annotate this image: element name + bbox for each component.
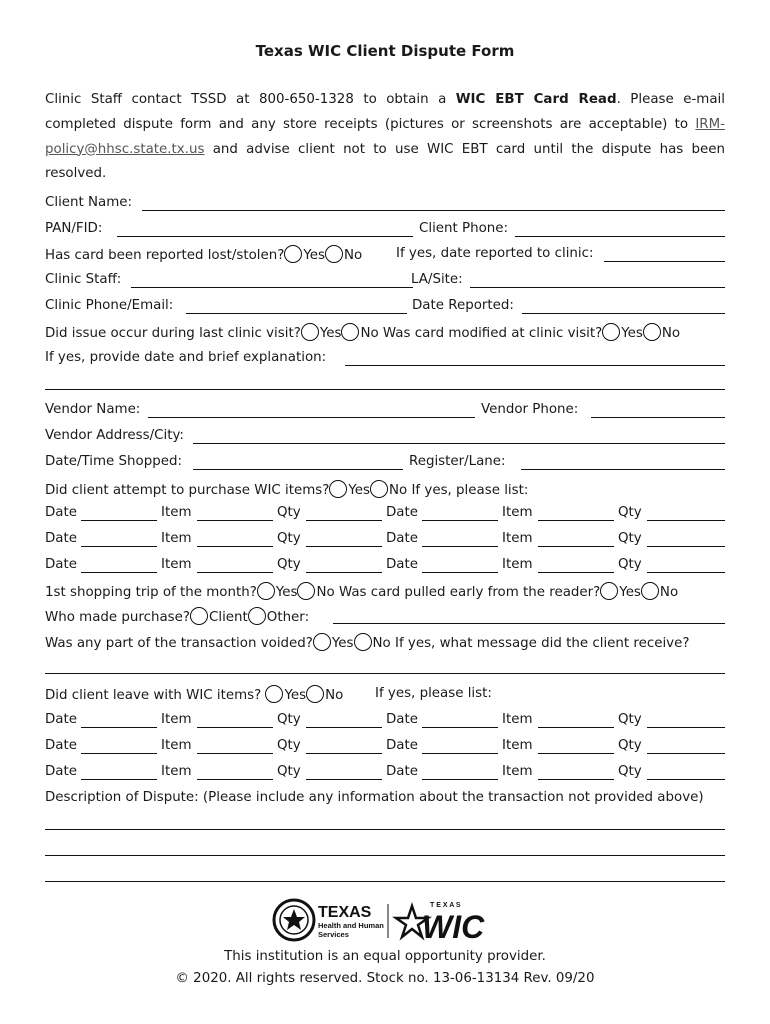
leave-yes-radio[interactable] xyxy=(265,685,283,703)
first-trip-questions xyxy=(45,582,678,602)
description-line-2[interactable] xyxy=(45,855,725,856)
email-link[interactable]: IRM-policy@hhsc.state.tx.us xyxy=(45,116,725,157)
date-reported-clinic-label: If yes, date reported to clinic: xyxy=(396,246,594,261)
voided-no-radio[interactable] xyxy=(354,633,372,651)
clinic-staff-field[interactable] xyxy=(131,287,413,288)
logos xyxy=(272,896,502,944)
attempt-purchase-question xyxy=(45,480,528,500)
date-field[interactable] xyxy=(81,520,157,521)
pulled-early-no-radio[interactable] xyxy=(641,582,659,600)
item-row xyxy=(45,556,725,576)
item-row xyxy=(45,504,725,524)
date-field[interactable] xyxy=(81,779,157,780)
instructions xyxy=(45,88,725,187)
item-label: Item xyxy=(502,764,533,779)
no-label: No xyxy=(325,688,344,703)
vendor-address-row xyxy=(45,427,725,447)
no-label: No xyxy=(659,585,679,600)
lost-stolen-row xyxy=(45,245,725,265)
date-field[interactable] xyxy=(81,546,157,547)
if-yes-list-2-label: If yes, please list: xyxy=(375,686,492,701)
intro-text: and advise client not to use WIC EBT card until the dispute has been resolved. xyxy=(45,141,725,182)
no-label: No xyxy=(661,326,681,341)
date-label: Date xyxy=(45,764,78,779)
vendor-row xyxy=(45,401,725,421)
date-label: Date xyxy=(45,505,78,520)
other-label: Other: xyxy=(266,610,310,625)
footer-equal-opportunity: This institution is an equal opportunity provider. xyxy=(224,949,546,964)
qty-field[interactable] xyxy=(306,546,382,547)
vendor-phone-field[interactable] xyxy=(591,417,725,418)
qty-label: Qty xyxy=(277,557,301,572)
item-row xyxy=(45,737,725,757)
lost-stolen-no-radio[interactable] xyxy=(325,245,343,263)
description-line-3[interactable] xyxy=(45,881,725,882)
explanation-row xyxy=(45,349,725,369)
date-field[interactable] xyxy=(422,779,498,780)
date-label: Date xyxy=(45,557,78,572)
item-field[interactable] xyxy=(197,520,273,521)
lost-stolen-yes-radio[interactable] xyxy=(284,245,302,263)
leave-wic-row xyxy=(45,685,725,705)
item-label: Item xyxy=(161,712,192,727)
date-label: Date xyxy=(386,531,419,546)
la-site-label: LA/Site: xyxy=(411,272,463,287)
item-field[interactable] xyxy=(197,546,273,547)
client-radio[interactable] xyxy=(190,607,208,625)
date-field[interactable] xyxy=(422,727,498,728)
modified-yes-radio[interactable] xyxy=(602,323,620,341)
pan-fid-label: PAN/FID: xyxy=(45,221,103,236)
last-visit-no-radio[interactable] xyxy=(341,323,359,341)
last-visit-label: Did issue occur during last clinic visit? xyxy=(45,326,301,341)
la-site-field[interactable] xyxy=(470,287,725,288)
hhs-text-1: Health and Human xyxy=(318,921,384,930)
first-trip-yes-radio[interactable] xyxy=(257,582,275,600)
register-lane-label: Register/Lane: xyxy=(409,454,506,469)
who-purchase-row xyxy=(45,607,725,627)
qty-field[interactable] xyxy=(647,779,725,780)
date-time-shopped-label: Date/Time Shopped: xyxy=(45,454,182,469)
yes-label: Yes xyxy=(319,326,342,341)
first-trip-row xyxy=(45,582,725,602)
item-label: Item xyxy=(502,505,533,520)
item-field[interactable] xyxy=(538,753,614,754)
item-row xyxy=(45,711,725,731)
lost-stolen-question xyxy=(45,245,362,265)
qty-label: Qty xyxy=(277,505,301,520)
description-label: Description of Dispute: (Please include any information about the transaction not provided above) xyxy=(45,790,704,805)
qty-field[interactable] xyxy=(647,727,725,728)
qty-field[interactable] xyxy=(306,572,382,573)
who-purchase-label: Who made purchase? xyxy=(45,610,190,625)
item-field[interactable] xyxy=(538,546,614,547)
qty-field[interactable] xyxy=(647,546,725,547)
pulled-early-yes-radio[interactable] xyxy=(600,582,618,600)
date-label: Date xyxy=(45,531,78,546)
qty-field[interactable] xyxy=(306,753,382,754)
description-row xyxy=(45,789,725,809)
vendor-name-label: Vendor Name: xyxy=(45,402,141,417)
shopped-row xyxy=(45,453,725,473)
if-yes-list-label: If yes, please list: xyxy=(411,483,529,498)
client-name-label: Client Name: xyxy=(45,195,133,210)
other-radio[interactable] xyxy=(248,607,266,625)
modified-no-radio[interactable] xyxy=(643,323,661,341)
description-line-1[interactable] xyxy=(45,829,725,830)
item-label: Item xyxy=(161,557,192,572)
item-label: Item xyxy=(161,531,192,546)
no-label: No xyxy=(343,248,363,263)
texas-seal-icon xyxy=(274,900,314,940)
yes-label: Yes xyxy=(619,585,641,600)
intro-text: . Please e-mail completed dispute form and any store receipts (pictures or screenshots are acceptable) to xyxy=(45,92,725,132)
voided-message-label: If yes, what message did the client receive? xyxy=(395,636,690,651)
qty-label: Qty xyxy=(277,712,301,727)
vendor-phone-label: Vendor Phone: xyxy=(481,402,579,417)
intro-bold: WIC EBT Card Read xyxy=(455,92,617,107)
clinic-phone-row xyxy=(45,297,725,317)
no-label: No xyxy=(389,483,408,498)
attempt-no-radio[interactable] xyxy=(370,480,388,498)
date-field[interactable] xyxy=(422,572,498,573)
first-trip-label: 1st shopping trip of the month? xyxy=(45,585,257,600)
intro-text: Clinic Staff contact TSSD at 800-650-1328 to obtain a xyxy=(45,92,456,107)
item-label: Item xyxy=(502,531,533,546)
yes-label: Yes xyxy=(303,248,325,263)
leave-wic-label: Did client leave with WIC items? xyxy=(45,688,262,703)
clinic-visit-questions xyxy=(45,323,680,343)
date-label: Date xyxy=(386,738,419,753)
item-row xyxy=(45,530,725,550)
client-phone-label: Client Phone: xyxy=(419,221,509,236)
date-time-shopped-field[interactable] xyxy=(193,469,403,470)
qty-label: Qty xyxy=(618,712,642,727)
date-reported-field[interactable] xyxy=(522,313,725,314)
vendor-address-label: Vendor Address/City: xyxy=(45,428,184,443)
yes-label: Yes xyxy=(275,585,298,600)
qty-field[interactable] xyxy=(306,779,382,780)
yes-label: Yes xyxy=(621,326,643,341)
date-reported-label: Date Reported: xyxy=(412,298,514,313)
attempt-purchase-label: Did client attempt to purchase WIC items? xyxy=(45,483,330,498)
client-phone-field[interactable] xyxy=(515,236,725,237)
qty-label: Qty xyxy=(618,764,642,779)
explanation-label: If yes, provide date and brief explanation: xyxy=(45,350,327,365)
pan-row xyxy=(45,220,725,240)
lost-stolen-label: Has card been reported lost/stolen? xyxy=(45,248,285,263)
clinic-phone-email-field[interactable] xyxy=(186,313,407,314)
qty-field[interactable] xyxy=(647,520,725,521)
date-label: Date xyxy=(45,712,78,727)
qty-label: Qty xyxy=(277,764,301,779)
other-field[interactable] xyxy=(333,623,725,624)
wic-texas-text: T E X A S xyxy=(430,902,461,909)
clinic-staff-label: Clinic Staff: xyxy=(45,272,122,287)
qty-label: Qty xyxy=(277,531,301,546)
qty-field[interactable] xyxy=(306,727,382,728)
first-trip-no-radio[interactable] xyxy=(297,582,315,600)
date-field[interactable] xyxy=(81,727,157,728)
attempt-purchase-row xyxy=(45,480,725,500)
date-label: Date xyxy=(386,505,419,520)
qty-label: Qty xyxy=(277,738,301,753)
date-field[interactable] xyxy=(81,572,157,573)
item-row xyxy=(45,763,725,783)
voided-yes-radio[interactable] xyxy=(313,633,331,651)
yes-label: Yes xyxy=(348,483,370,498)
explanation-field[interactable] xyxy=(345,365,725,366)
modified-label: Was card modified at clinic visit? xyxy=(382,326,603,341)
qty-label: Qty xyxy=(618,738,642,753)
date-label: Date xyxy=(386,764,419,779)
date-field[interactable] xyxy=(422,753,498,754)
yes-label: Yes xyxy=(284,688,307,703)
no-label: No xyxy=(372,636,391,651)
date-label: Date xyxy=(386,712,419,727)
page-title: Texas WIC Client Dispute Form xyxy=(255,42,515,60)
pan-fid-field[interactable] xyxy=(117,236,413,237)
register-lane-field[interactable] xyxy=(521,469,725,470)
client-label: Client xyxy=(209,610,248,625)
voided-label: Was any part of the transaction voided? xyxy=(45,636,313,651)
voided-message-field[interactable] xyxy=(45,673,725,674)
qty-field[interactable] xyxy=(306,520,382,521)
date-field[interactable] xyxy=(422,520,498,521)
item-field[interactable] xyxy=(538,520,614,521)
no-label: No xyxy=(360,326,379,341)
vendor-address-field[interactable] xyxy=(193,443,725,444)
leave-wic-question xyxy=(45,685,343,705)
item-field[interactable] xyxy=(197,753,273,754)
item-label: Item xyxy=(161,738,192,753)
voided-row xyxy=(45,633,725,653)
item-field[interactable] xyxy=(538,779,614,780)
clinic-phone-email-label: Clinic Phone/Email: xyxy=(45,298,174,313)
client-name-field[interactable] xyxy=(142,210,725,211)
item-label: Item xyxy=(502,557,533,572)
no-label: No xyxy=(316,585,335,600)
last-visit-yes-radio[interactable] xyxy=(301,323,319,341)
qty-label: Qty xyxy=(618,531,642,546)
item-label: Item xyxy=(161,505,192,520)
who-purchase-question xyxy=(45,607,309,627)
item-label: Item xyxy=(161,764,192,779)
item-field[interactable] xyxy=(538,572,614,573)
clinic-visit-row xyxy=(45,323,725,343)
date-field[interactable] xyxy=(422,546,498,547)
item-field[interactable] xyxy=(197,779,273,780)
pulled-early-label: Was card pulled early from the reader? xyxy=(338,585,601,600)
vendor-name-field[interactable] xyxy=(148,417,475,418)
item-field[interactable] xyxy=(197,572,273,573)
date-field[interactable] xyxy=(81,753,157,754)
qty-label: Qty xyxy=(618,557,642,572)
logos-graphic xyxy=(272,896,502,944)
item-field[interactable] xyxy=(197,727,273,728)
clinic-staff-row xyxy=(45,271,725,291)
wic-text: WIC xyxy=(422,909,485,944)
item-label: Item xyxy=(502,738,533,753)
attempt-yes-radio[interactable] xyxy=(329,480,347,498)
client-name-row xyxy=(45,194,725,214)
date-label: Date xyxy=(45,738,78,753)
explanation-line-2[interactable] xyxy=(45,389,725,390)
date-label: Date xyxy=(386,557,419,572)
voided-question xyxy=(45,633,689,653)
footer-copyright: © 2020. All rights reserved. Stock no. 13-06-13134 Rev. 09/20 xyxy=(175,971,595,986)
item-label: Item xyxy=(502,712,533,727)
item-field[interactable] xyxy=(538,727,614,728)
date-reported-clinic-field[interactable] xyxy=(604,261,725,262)
qty-field[interactable] xyxy=(647,753,725,754)
yes-label: Yes xyxy=(331,636,354,651)
qty-field[interactable] xyxy=(647,572,725,573)
leave-no-radio[interactable] xyxy=(306,685,324,703)
qty-label: Qty xyxy=(618,505,642,520)
texas-text: TEXAS xyxy=(318,904,372,921)
hhs-text-2: Services xyxy=(318,930,349,939)
